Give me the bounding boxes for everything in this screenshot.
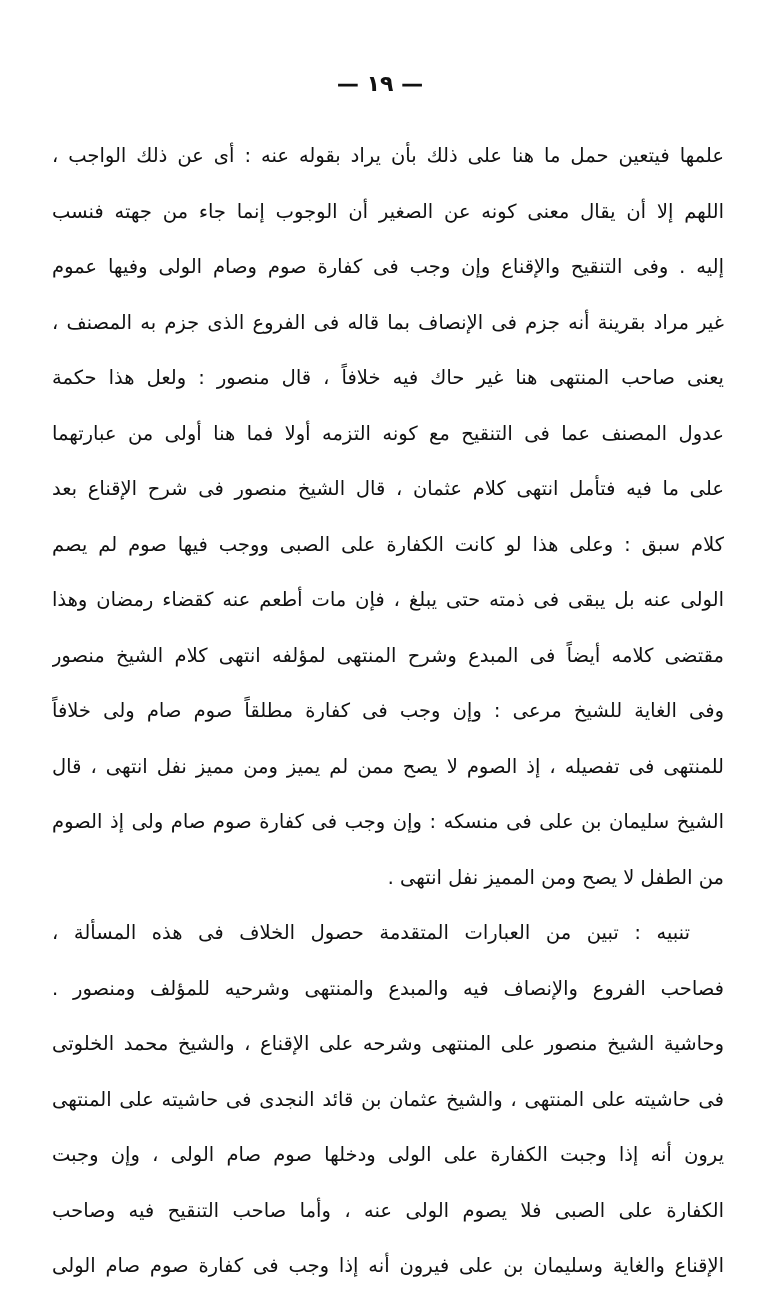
text-line-19: يرون أنه إذا وجبت الكفارة على الولى ودخلها صوم صام الولى ، وإن وجبت (52, 1143, 724, 1166)
text-line-16: فصاحب الفروع والإنصاف فيه والمبدع والمنتهى وشرحيه للمؤلف ومنصور . (52, 976, 724, 1000)
body-text (52, 128, 724, 1294)
text-line-8: كلام سبق : وعلى هذا لو كانت الكفارة على الصبى ووجب فيها صوم لم يصم (52, 532, 724, 556)
text-line-17: وحاشية الشيخ منصور على المنتهى وشرحه على الإقناع ، والشيخ محمد الخلوتى (52, 1032, 724, 1055)
text-line-6: عدول المصنف عما فى التنقيح مع كونه التزمه أولا فما هنا أولى من عبارتهما (52, 421, 724, 445)
text-line-9: الولى عنه بل يبقى فى ذمته حتى يبلغ ، فإن مات أطعم عنه كقضاء رمضان وهذا (52, 588, 724, 611)
text-line-13: الشيخ سليمان بن على فى منسكه : وإن وجب فى كفارة صوم صام ولى إذ الصوم (52, 810, 724, 833)
text-line-18: فى حاشيته على المنتهى ، والشيخ عثمان بن قائد النجدى فى حاشيته على المنتهى (52, 1087, 724, 1111)
text-line-2: اللهم إلا أن يقال معنى كونه عن الصغير أن الوجوب إنما جاء من جهته فنسب (52, 199, 724, 223)
text-line-5: يعنى صاحب المنتهى هنا غير حاك فيه خلافاً ، قال منصور : ولعل هذا حكمة (52, 366, 724, 389)
text-line-10: مقتضى كلامه أيضاً فى المبدع وشرح المنتهى لمؤلفه انتهى كلام الشيخ منصور (52, 643, 724, 667)
text-line-15: تنبيه : تبين من العبارات المتقدمة حصول الخلاف فى هذه المسألة ، (52, 921, 690, 944)
text-line-12: للمنتهى فى تفصيله ، إذ الصوم لا يصح ممن لم يميز ومن مميز نفل انتهى ، قال (52, 754, 724, 778)
text-line-21: الإقناع والغاية وسليمان بن على فيرون أنه إذا وجب فى كفارة صوم صام الولى (52, 1254, 724, 1277)
text-line-14: من الطفل لا يصح ومن المميز نفل انتهى . (387, 865, 724, 889)
text-line-1: علمها فيتعين حمل ما هنا على ذلك بأن يراد بقوله عنه : أى عن ذلك الواجب ، (52, 144, 724, 167)
text-line-3: إليه . وفى التنقيح والإقناع وإن وجب فى كفارة صوم وصام الولى وفيها عموم (52, 255, 724, 278)
text-line-20: الكفارة على الصبى فلا يصوم الولى عنه ، وأما صاحب التنقيح فيه وصاحب (52, 1198, 724, 1222)
text-line-11: وفى الغاية للشيخ مرعى : وإن وجب فى كفارة مطلقاً صوم صام ولى خلافاً (52, 699, 724, 722)
text-line-7: على ما فيه فتأمل انتهى كلام عثمان ، قال الشيخ منصور فى شرح الإقناع بعد (52, 477, 724, 500)
text-line-4: غير مراد بقرينة أنه جزم فى الإنصاف بما قاله فى الفروع الذى جزم به المصنف ، (52, 310, 724, 334)
page-number: — ١٩ — (336, 72, 424, 97)
